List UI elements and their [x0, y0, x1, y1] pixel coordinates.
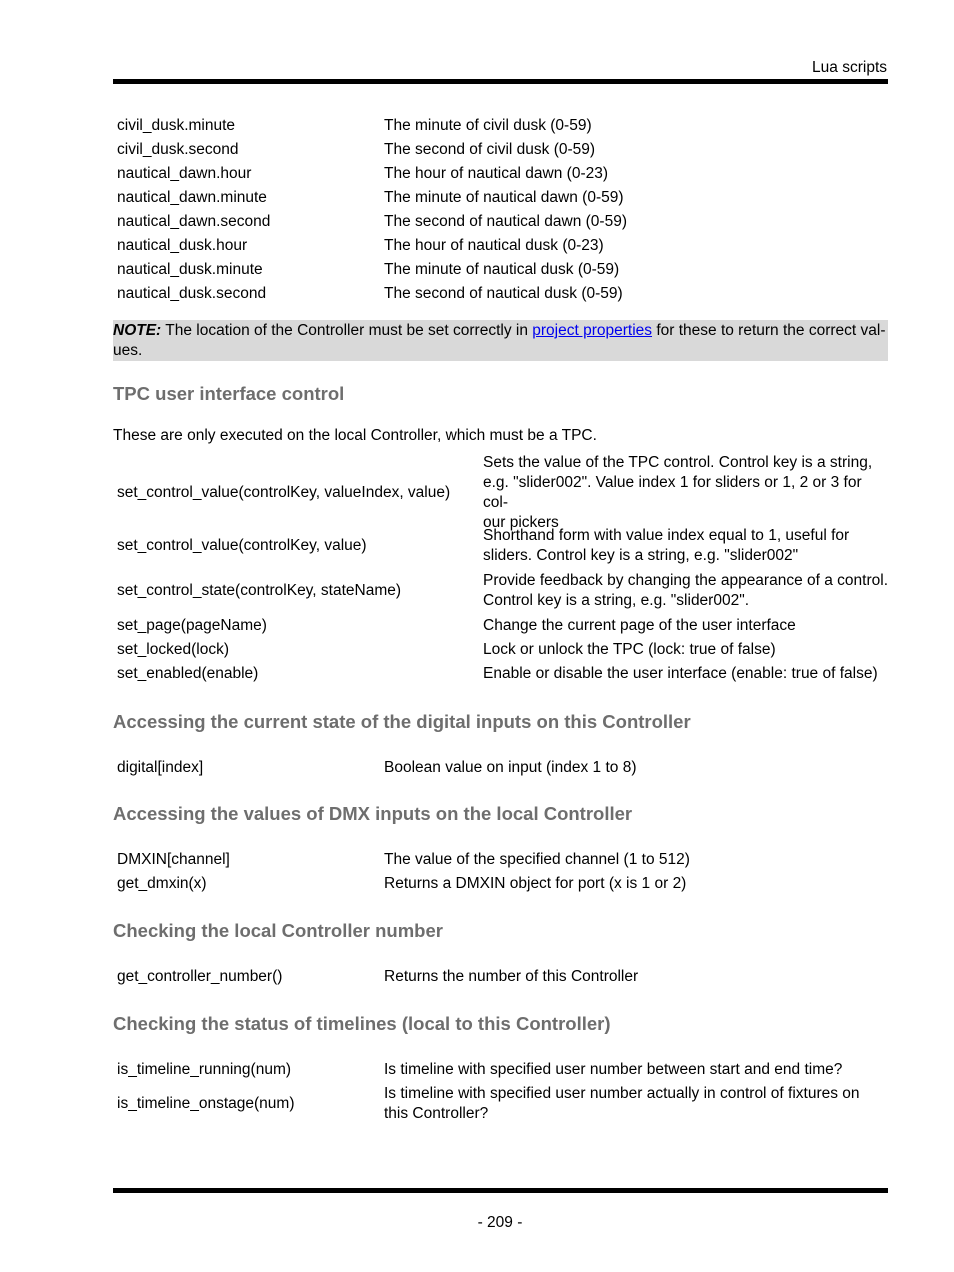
row-key: get_controller_number() — [117, 968, 283, 985]
section-heading: Checking the status of timelines (local to this Controller) — [113, 1013, 611, 1034]
page-number: - 209 - — [477, 1214, 523, 1231]
note-text: for these to return the correct val- — [652, 322, 886, 339]
table-row — [113, 138, 888, 162]
row-desc: The minute of nautical dawn (0-59) — [384, 189, 624, 206]
table-row — [113, 186, 888, 210]
note-text: ues. — [113, 342, 143, 359]
table-row — [113, 162, 888, 186]
row-desc: The value of the specified channel (1 to 512) — [384, 851, 690, 868]
timelines-table — [113, 1058, 888, 1126]
row-key: get_dmxin(x) — [117, 875, 207, 892]
row-key: nautical_dusk.hour — [117, 237, 248, 254]
row-desc: The hour of nautical dawn (0-23) — [384, 165, 609, 182]
tpc-table — [113, 454, 888, 686]
row-key: civil_dusk.second — [117, 141, 239, 158]
table-row — [113, 756, 888, 780]
row-desc: Shorthand form with value index equal to 1, useful for sliders. Control key is a string, e.g. "slider002" — [483, 527, 850, 564]
row-desc: Returns the number of this Controller — [384, 968, 639, 985]
table-row — [113, 848, 888, 872]
row-key: nautical_dawn.second — [117, 213, 271, 230]
row-key: set_control_value(controlKey, valueIndex, value) — [117, 484, 451, 501]
note-box — [113, 320, 888, 361]
row-key: nautical_dusk.minute — [117, 261, 263, 278]
row-desc: Lock or unlock the TPC (lock: true of false) — [483, 641, 776, 658]
section-heading: Checking the local Controller number — [113, 920, 443, 941]
table-row — [113, 454, 888, 531]
row-desc: The hour of nautical dusk (0-23) — [384, 237, 604, 254]
row-key: civil_dusk.minute — [117, 117, 236, 134]
row-key: nautical_dusk.second — [117, 285, 267, 302]
footer-rule — [113, 1188, 888, 1193]
dmx-table — [113, 848, 888, 896]
table-row — [113, 872, 888, 896]
row-desc: The second of nautical dawn (0-59) — [384, 213, 627, 230]
running-header: Lua scripts — [812, 59, 887, 76]
table-row — [113, 258, 888, 282]
table-row — [113, 282, 888, 306]
header-rule — [113, 79, 888, 84]
table-row — [113, 638, 888, 662]
row-desc: Provide feedback by changing the appearance of a control. Control key is a string, e.g. "slider002". — [483, 572, 888, 609]
row-desc: Change the current page of the user interface — [483, 617, 796, 634]
row-desc: Returns a DMXIN object for port (x is 1 or 2) — [384, 875, 687, 892]
row-desc: Boolean value on input (index 1 to 8) — [384, 759, 637, 776]
table-row — [113, 234, 888, 258]
table-row — [113, 614, 888, 638]
sun-times-table — [113, 114, 888, 306]
project-properties-link[interactable]: project properties — [532, 322, 653, 339]
row-desc: Is timeline with specified user number between start and end time? — [384, 1061, 843, 1078]
row-key: nautical_dawn.hour — [117, 165, 252, 182]
row-key: set_page(pageName) — [117, 617, 267, 634]
table-row — [113, 1082, 888, 1126]
row-desc: The second of nautical dusk (0-59) — [384, 285, 623, 302]
table-row — [113, 1058, 888, 1082]
row-desc: The minute of civil dusk (0-59) — [384, 117, 592, 134]
row-key: is_timeline_running(num) — [117, 1061, 292, 1078]
note-label: NOTE: — [113, 322, 162, 339]
row-key: digital[index] — [117, 759, 204, 776]
table-row — [113, 662, 888, 686]
row-key: nautical_dawn.minute — [117, 189, 267, 206]
row-desc: Enable or disable the user interface (enable: true of false) — [483, 665, 878, 682]
row-desc: Sets the value of the TPC control. Control key is a string, e.g. "slider002". Value index 1 for sliders or 1, 2 or 3 for col- our pickers — [483, 454, 873, 531]
paragraph: These are only executed on the local Controller, which must be a TPC. — [113, 427, 597, 444]
section-heading: Accessing the current state of the digital inputs on this Controller — [113, 711, 691, 732]
row-desc: The second of civil dusk (0-59) — [384, 141, 596, 158]
row-key: set_control_value(controlKey, value) — [117, 537, 367, 554]
section-heading: Accessing the values of DMX inputs on the local Controller — [113, 803, 633, 824]
row-key: is_timeline_onstage(num) — [117, 1095, 295, 1112]
table-row — [113, 568, 888, 614]
table-row — [113, 210, 888, 234]
row-desc: The minute of nautical dusk (0-59) — [384, 261, 620, 278]
row-key: DMXIN[channel] — [117, 851, 230, 868]
table-row — [113, 965, 888, 989]
note-text: The location of the Controller must be set correctly in — [161, 322, 533, 339]
section-heading: TPC user interface control — [113, 383, 345, 404]
table-row — [113, 114, 888, 138]
controller-table — [113, 965, 888, 989]
table-row — [113, 524, 888, 568]
row-key: set_control_state(controlKey, stateName) — [117, 582, 402, 599]
row-key: set_enabled(enable) — [117, 665, 259, 682]
digital-table — [113, 756, 888, 780]
row-desc: Is timeline with specified user number actually in control of fixtures on this Controller? — [384, 1085, 860, 1122]
row-key: set_locked(lock) — [117, 641, 229, 658]
